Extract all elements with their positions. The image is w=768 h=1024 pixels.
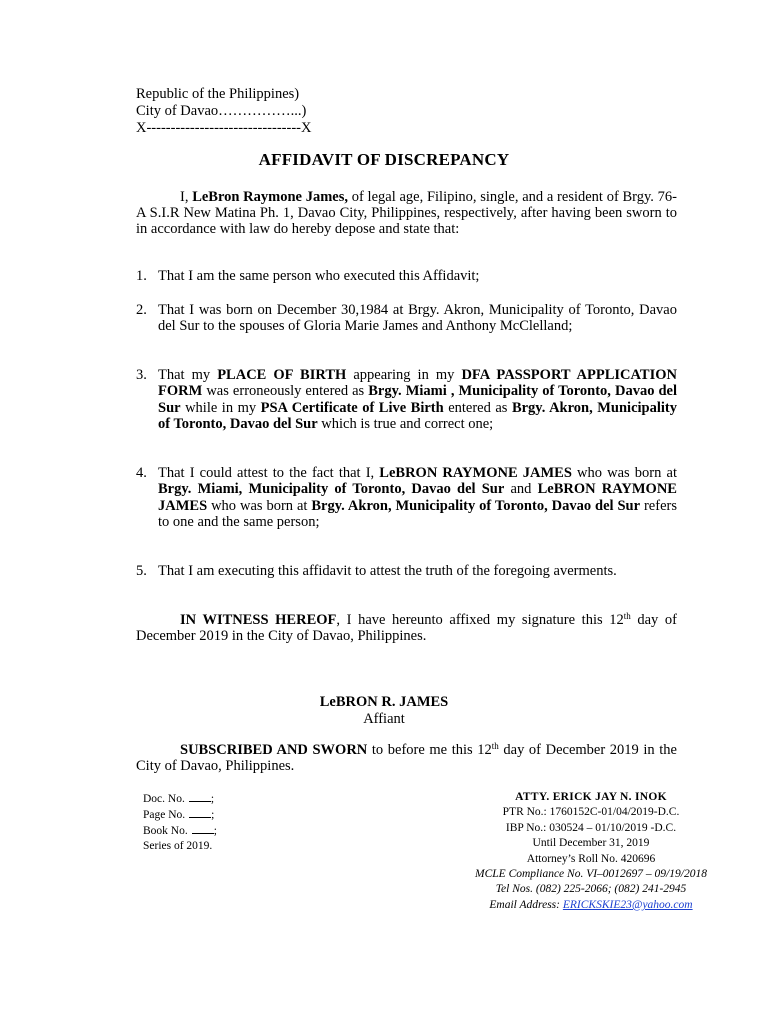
doc-number-line <box>143 791 217 807</box>
item-emphasis: PLACE OF BIRTH <box>217 367 347 383</box>
item-number: 1. <box>136 268 147 284</box>
item-emphasis: LeBRON RAYMONE JAMES <box>158 481 677 514</box>
item-number: 2. <box>136 302 147 318</box>
jurat-lead: SUBSCRIBED AND SWORN <box>180 742 368 758</box>
signatory-name: LeBRON R. JAMES <box>319 694 449 710</box>
jurat-paragraph <box>136 742 677 774</box>
statement-item <box>136 367 677 432</box>
intro-paragraph <box>136 189 677 237</box>
witness-text: , I have hereunto affixed my signature this <box>336 612 610 628</box>
jurat-day-suffix: th <box>491 741 499 751</box>
book-number-label: Book No. <box>143 825 188 837</box>
series-line: Series of 2019. <box>143 840 213 852</box>
item-body <box>158 302 677 335</box>
witness-day-suffix: th <box>623 611 631 621</box>
item-emphasis: Brgy. Miami, Municipality of Toronto, Davao del Sur <box>158 481 505 498</box>
item-text: which is true and correct one; <box>317 415 494 432</box>
jurat-text-end: day of December 2019 in the City of Davao, Philippines. <box>136 742 677 774</box>
item-emphasis: LeBRON RAYMONE JAMES <box>379 465 572 481</box>
commission-until: Until December 31, 2019 <box>532 837 650 850</box>
page-number-blank <box>189 807 211 818</box>
notary-name: ATTY. ERICK JAY N. INOK <box>515 791 667 803</box>
item-text: was erroneously entered as <box>202 383 369 400</box>
jurat-text: to before me this 12 <box>367 742 492 758</box>
page-number-line <box>143 807 217 823</box>
ptr-number: PTR No.: 1760152C-01/04/2019-D.C. <box>502 806 680 819</box>
intro-post: of legal age, Filipino, single, and a resident of Brgy. 76-A S.I.R New Matina Ph. 1, Davao City, Philippines, respectively, after having been sworn to in accordance with law do hereby depose and state that: <box>136 189 677 237</box>
item-text: That I could attest to the fact that I, <box>158 465 380 481</box>
item-body <box>158 367 677 432</box>
email-label: Email Address: <box>489 898 563 911</box>
email-line <box>436 898 746 913</box>
page-number-sep: ; <box>211 809 215 821</box>
mcle-number: MCLE Compliance No. VI–0012697 – 09/19/2018 <box>475 868 707 881</box>
notary-block <box>436 790 746 913</box>
email-link[interactable]: ERICKSKIE23@yahoo.com <box>562 898 693 911</box>
item-emphasis: Brgy. Miami , Municipality of Toronto, Davao del Sur <box>158 383 678 416</box>
statement-item <box>136 465 677 530</box>
item-text: and <box>504 481 538 498</box>
witness-day: 12 <box>609 612 624 628</box>
item-body <box>158 465 677 530</box>
witness-lead: IN WITNESS HEREOF <box>180 612 337 628</box>
item-text: who was born at <box>207 497 312 514</box>
caption-divider: X--------------------------------X <box>136 120 312 136</box>
item-text: refers to one and the same person; <box>158 497 677 530</box>
item-text: entered as <box>443 399 512 416</box>
item-emphasis: Brgy. Akron, Municipality of Toronto, Davao del Sur <box>158 399 677 432</box>
item-text: That I was born on December 30,1984 at Brgy. Akron, Municipality of Toronto, Davao del Sur to the spouses of Gloria Marie James and Anthony McClelland; <box>158 302 677 335</box>
book-number-blank <box>192 823 214 834</box>
item-number: 4. <box>136 465 147 481</box>
venue-caption <box>136 86 311 137</box>
page-number-label: Page No. <box>143 809 186 821</box>
item-text: That I am the same person who executed this Affidavit; <box>158 268 480 284</box>
item-text: That my <box>158 367 218 383</box>
item-body <box>158 268 677 284</box>
book-number-sep: ; <box>213 825 217 837</box>
item-text: who was born at <box>571 465 677 481</box>
document-title: AFFIDAVIT OF DISCREPANCY <box>258 150 510 169</box>
statement-item <box>136 268 677 284</box>
item-text: while in my <box>180 399 261 416</box>
caption-republic: Republic of the Philippines) <box>136 86 300 102</box>
witness-paragraph <box>136 612 677 644</box>
item-emphasis: Brgy. Akron, Municipality of Toronto, Davao del Sur <box>311 497 641 514</box>
notarial-register <box>143 791 217 854</box>
witness-text-end: day of December 2019 in the City of Davao, Philippines. <box>136 612 677 644</box>
doc-number-sep: ; <box>210 793 215 805</box>
item-text: appearing in my <box>346 367 462 383</box>
item-emphasis: DFA PASSPORT APPLICATION FORM <box>158 367 677 400</box>
statement-item <box>136 302 677 335</box>
intro-pre: I, <box>180 189 193 205</box>
telephone-numbers: Tel Nos. (082) 225-2066; (082) 241-2945 <box>495 883 687 896</box>
signatory-role: Affiant <box>363 711 405 727</box>
statement-item <box>136 563 677 579</box>
ibp-number: IBP No.: 030524 – 01/10/2019 -D.C. <box>505 821 677 834</box>
doc-number-blank <box>189 791 211 802</box>
item-emphasis: PSA Certificate of Live Birth <box>260 399 444 416</box>
book-number-line <box>143 823 217 839</box>
item-number: 3. <box>136 367 147 383</box>
affiant-name: LeBron Raymone James, <box>192 189 349 205</box>
doc-number-label: Doc. No. <box>143 793 185 805</box>
item-number: 5. <box>136 563 147 579</box>
roll-number: Attorney’s Roll No. 420696 <box>526 852 656 865</box>
item-body <box>158 563 677 579</box>
item-text: That I am executing this affidavit to attest the truth of the foregoing averments. <box>158 563 617 579</box>
caption-city: City of Davao……………...) <box>136 103 307 119</box>
